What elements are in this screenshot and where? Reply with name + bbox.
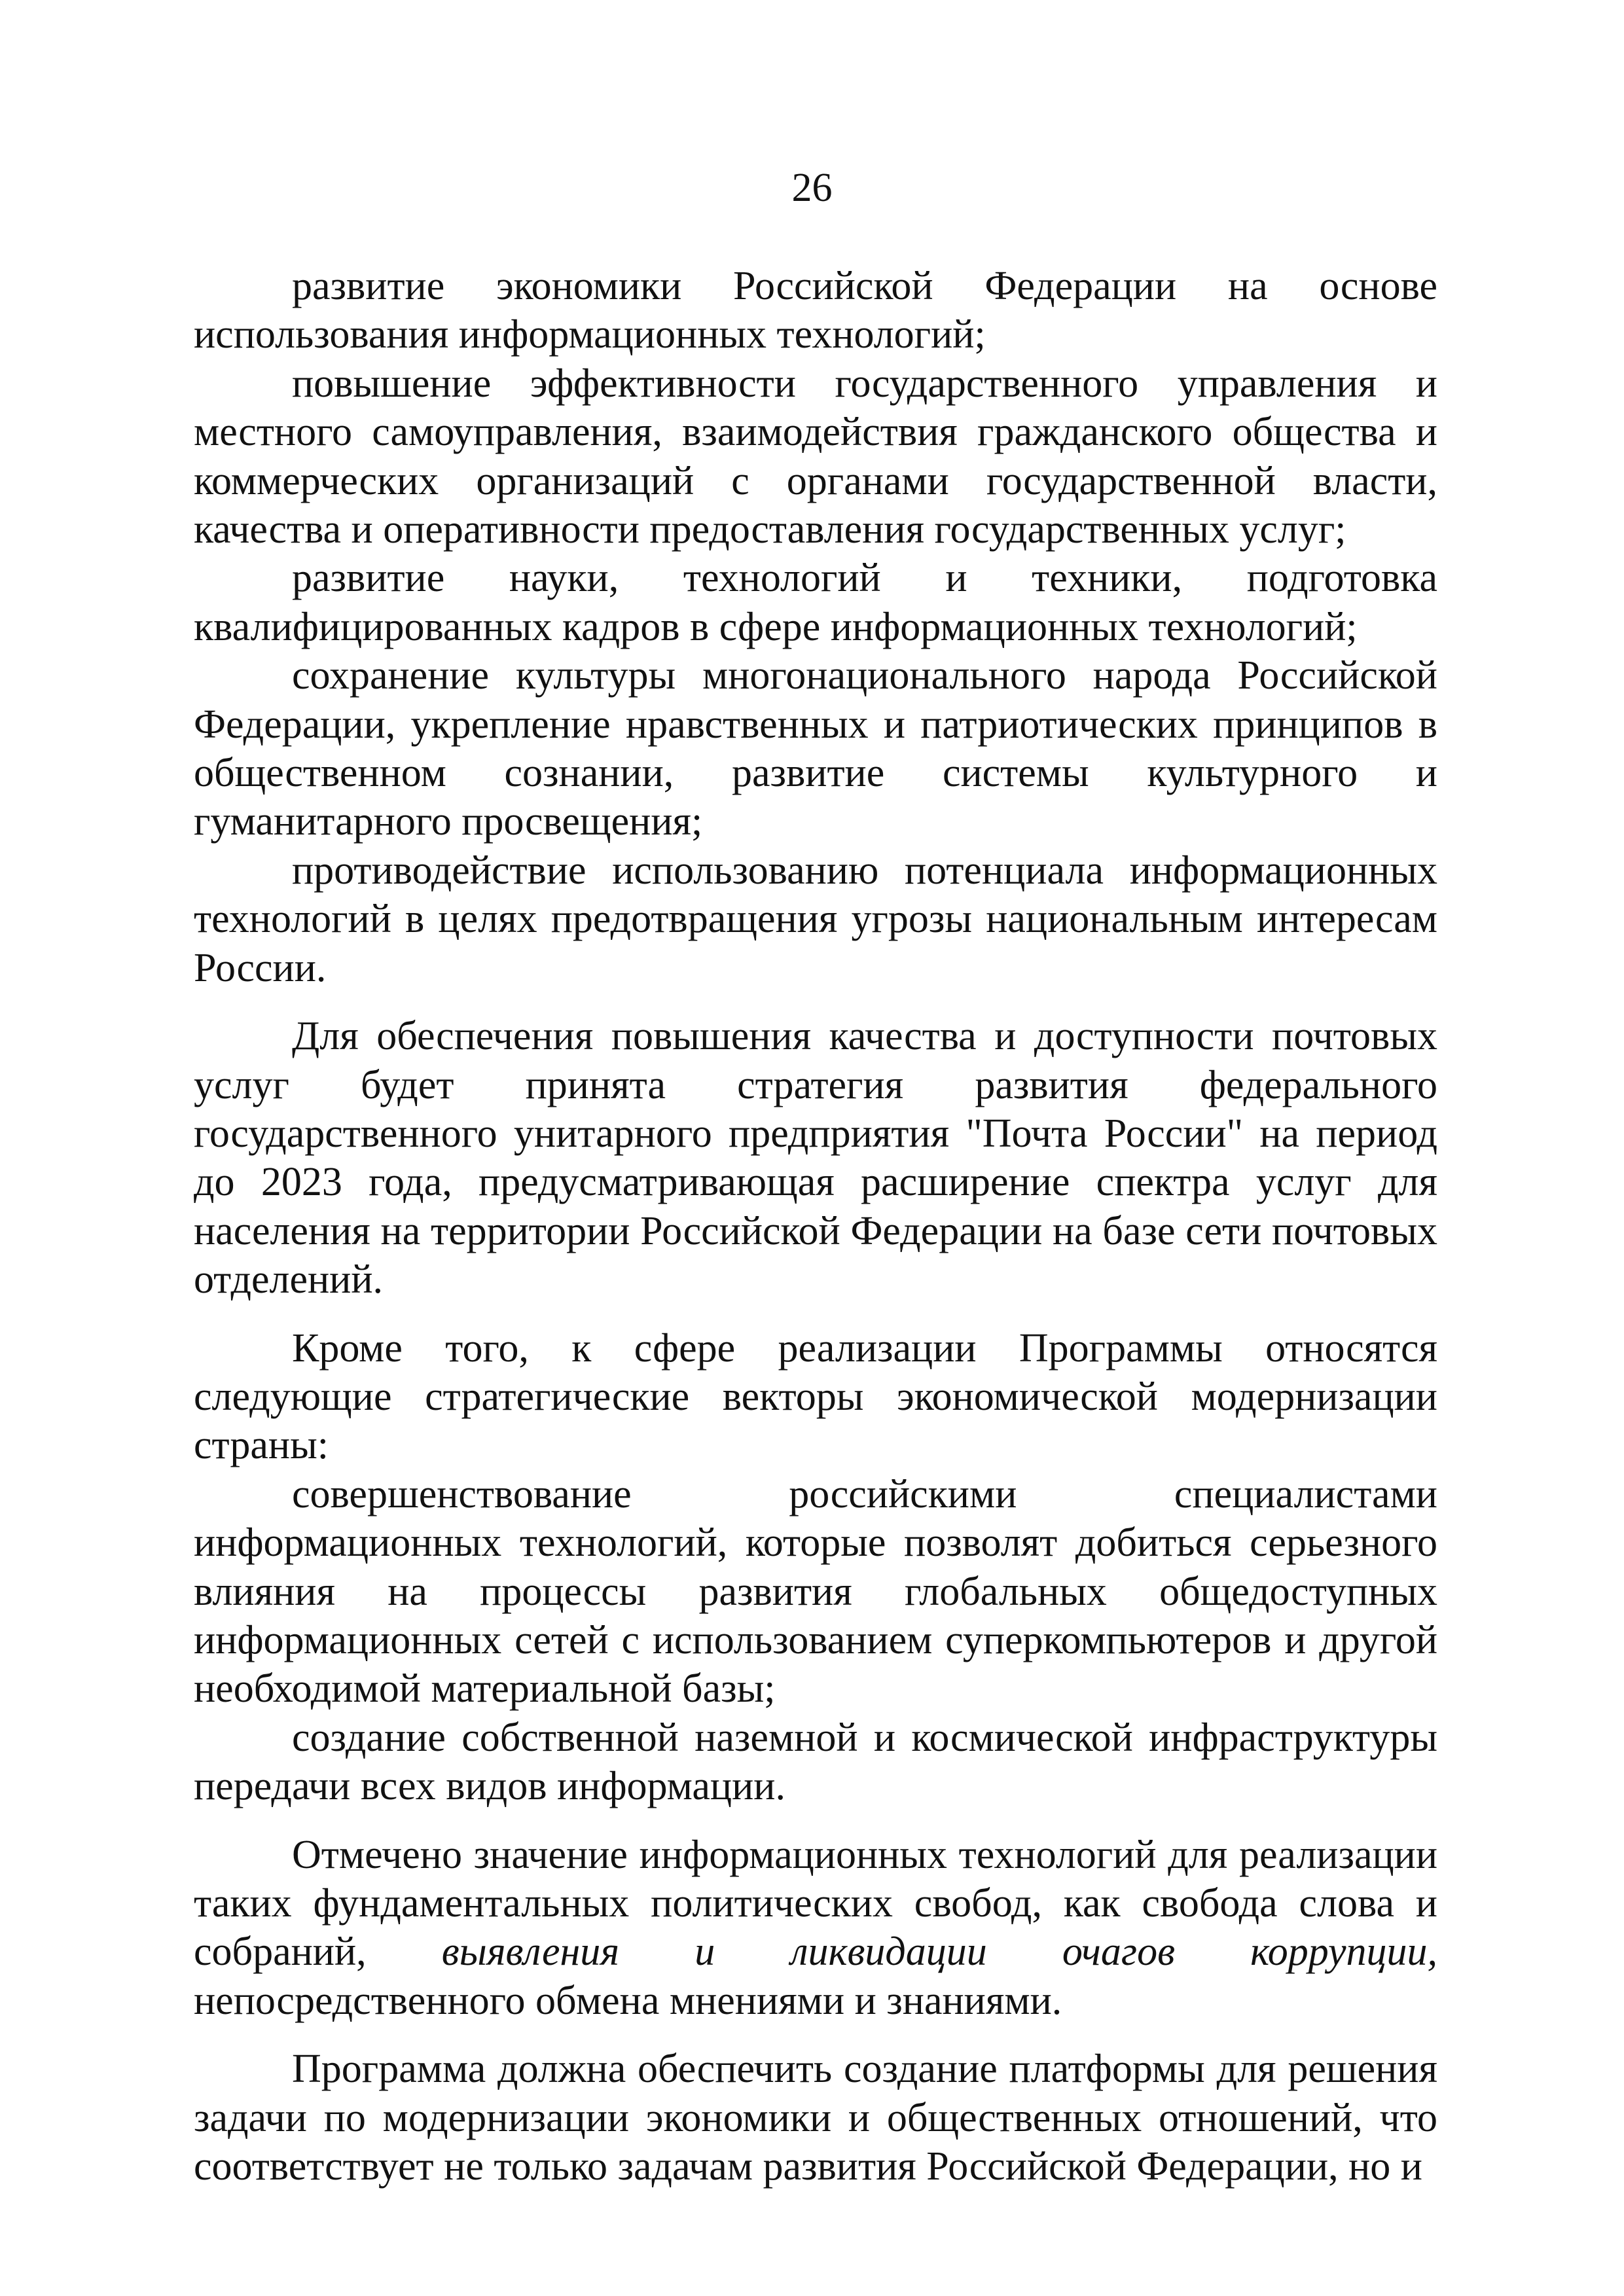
paragraph-political-freedoms: [194, 1831, 1437, 2026]
paragraph-threat-counteraction: противодействие использованию потенциала информационных технологий в целях предотвращения угрозы национальным интересам России.: [194, 848, 1437, 990]
paragraph-postal-strategy: Для обеспечения повышения качества и доступности почтовых услуг будет принята стратегия развития федерального государственного унитарного предприятия "Почта России" на период до 2023 года, предусматривающая расширение спектра услуг для населения на территории Российской Федерации на базе сети почтовых отделений.: [194, 1014, 1437, 1302]
paragraph-economy-development: развитие экономики Российской Федерации на основе использования информационных технологий;: [194, 264, 1437, 357]
paragraph-supercomputers: совершенствование российскими специалистами информационных технологий, которые позволят добиться серьезного влияния на процессы развития глобальных общедоступных информационных сетей с использованием суперкомпьютеров и другой необходимой материальной базы;: [194, 1471, 1437, 1712]
paragraph-infrastructure: создание собственной наземной и космической инфраструктуры передачи всех видов информации.: [194, 1715, 1437, 1809]
paragraph-strategic-vectors: Кроме того, к сфере реализации Программы относятся следующие стратегические векторы экономической модернизации страны:: [194, 1325, 1437, 1468]
paragraph-science-technology: развитие науки, технологий и техники, подготовка квалифицированных кадров в сфере информационных технологий;: [194, 556, 1437, 649]
paragraph-political-freedoms-text-start: Отмечено значение информационных технологий для реализации таких фундаментальных политических свобод, как свобода слова и собраний,: [194, 1832, 1437, 1975]
page-number: 26: [791, 166, 833, 210]
paragraph-political-freedoms-text-end: непосредственного обмена мнениями и знаниями.: [194, 1978, 1062, 2023]
paragraph-program-platform: Программа должна обеспечить создание платформы для решения задачи по модернизации экономики и общественных отношений, что соответствует не только задачам развития Российской Федерации, но и: [194, 2047, 1437, 2189]
paragraph-governance-efficiency: повышение эффективности государственного управления и местного самоуправления, взаимодействия гражданского общества и коммерческих организаций с органами государственной власти, качества и оперативности предоставления государственных услуг;: [194, 361, 1437, 552]
paragraph-culture-preservation: сохранение культуры многонационального народа Российской Федерации, укрепление нравственных и патриотических принципов в общественном сознании, развитие системы культурного и гуманитарного просвещения;: [194, 653, 1437, 844]
paragraph-political-freedoms-italic: выявления и ликвидации очагов коррупции,: [441, 1929, 1437, 1975]
body-text: [194, 262, 1437, 2191]
